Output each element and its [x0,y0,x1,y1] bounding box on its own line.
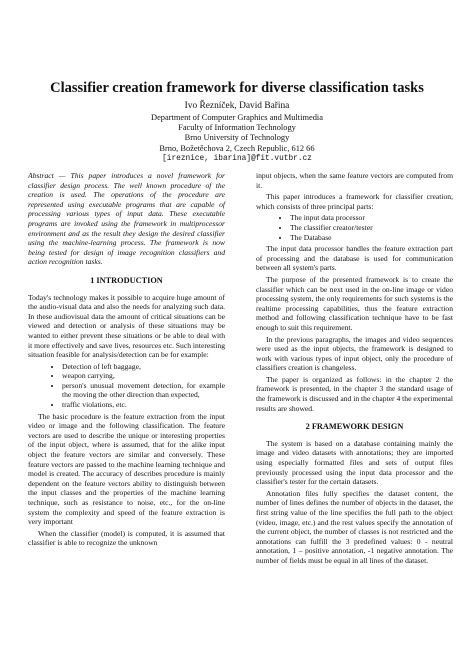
list-item: • weapon carrying, [62,371,225,381]
list-item: • The input data processor [290,213,453,223]
abstract [28,171,225,267]
author-faculty: Faculty of Information Technology [178,122,296,132]
intro-paragraph-1: Today's technology makes it possible to acquire huge amount of the audio-visual data and also the needs for analyzing such data. In these audiovisual data the amount of critical situations can be viewed and detection or analysis of these situations may be wanted to either prevent these situations or be able to deal with it more effectively and save lives, resources etc. Such interesting situation feasible for analysis/detection can be for example: [28,292,225,360]
right-paragraph-7: Annotation files fully specifies the dataset content, the number of lines defines the number of objects in the dataset, the first string value of the line specifies the full path to the object (video, image, etc.) and the rest values specify the annotation of the current object, the number of classes is not restricted and the annotations can fulfill the 3 predefined values: 0 - neutral annotation, 1 – positive annotation, -1 negative annotation. The number of fields must be equal in all lines of the dataset. [256,488,453,565]
section-heading-introduction: 1 INTRODUCTION [90,275,163,285]
intro-paragraph-3: When the classifier (model) is computed, it is assumed that classifier is able to recognize the unknown [28,528,225,548]
author-block [0,101,474,165]
author-email: [ireznice, ibarina]@fit.vutbr.cz [162,155,312,164]
abstract-text: — This paper introduces a novel framework for classifier design process. The well known procedure of the creation is used. The operations of the procedure are represented using executable programs that are capable of processing various types of input data. These executable programs are invoked using the framework in multiprocessor environment and as the result they design the desired classifier using the machine-learning process. The framework is now being tested for design of image recognition classifiers and action recognition tasks. [28,171,225,267]
right-paragraph-6: The system is based on a database containing mainly the image and video datasets with annotations; they are imported using especially formatted files and sets of output files previously processed using the input data processor and the classifier's tester for the certain datasets. [256,438,453,487]
list-item: • The Database [290,233,453,243]
abstract-label: Abstract [28,171,54,180]
right-paragraph-5: The paper is organized as follows: in the chapter 2 the framework is presented, in the chapter 3 the standard usage of the framework is discussed and in the chapter 4 the experimental results are showed. [256,374,453,413]
paper-title: Classifier creation framework for diverse classification tasks [50,80,424,96]
author-address: Brno, Božetěchova 2, Czech Republic, 612 66 [159,143,315,153]
right-column [256,171,453,568]
intro-paragraph-2: The basic procedure is the feature extraction from the input video or image and the following classification. The feature vectors are used to describe the unique or interesting properties of the input object, where is assumed, that for the alike input object the feature vectors are similar and conversely. These feature vectors are passed to the machine learning technique and model is created. The accuracy of describes procedure is mainly dependent on the feature vectors ability to distinguish between the input classes and the properties of the machine learning technique, such as resistance to noise, etc., for the on-line system the complexity and speed of the feature extraction is very important [28,411,225,527]
section-heading-framework-design: 2 FRAMEWORK DESIGN [305,422,404,432]
author-department: Department of Computer Graphics and Multimedia [151,112,323,122]
right-paragraph-3: The purpose of the presented framework is to create the classifier which can be next used in the on-line image or video processing system, the only requirements for such systems is the realtime processing capabilities, thus the feature extraction method and following classification technique have to be fast enough to suit this requirement. [256,274,453,332]
list-item: • The classifier creator/tester [290,223,453,233]
author-names: Ivo Řezníček, David Bařina [184,101,290,111]
right-paragraph-0: input objects, when the same feature vectors are computed from it. [256,171,453,190]
list-item: • traffic violations, etc. [62,400,225,410]
right-paragraph-2: The input data processor handles the feature extraction part of processing and the database is used for communication between all system's parts. [256,244,453,273]
left-column [28,171,225,550]
intro-bullet-list [28,362,225,410]
list-item: • person's unusual movement detection, for example the moving the other direction than expected, [62,381,225,400]
right-paragraph-1: This paper introduces a framework for classifier creation, which consists of three principal parts: [256,192,453,211]
author-university: Brno University of Technology [184,133,290,143]
parts-bullet-list [256,213,453,242]
right-paragraph-4: In the previous paragraphs, the images and video sequences were used as the input objects, the framework is designed to work with various types of input object, only the procedure of classifiers creation is changeless. [256,334,453,373]
list-item: • Detection of left baggage, [62,362,225,372]
